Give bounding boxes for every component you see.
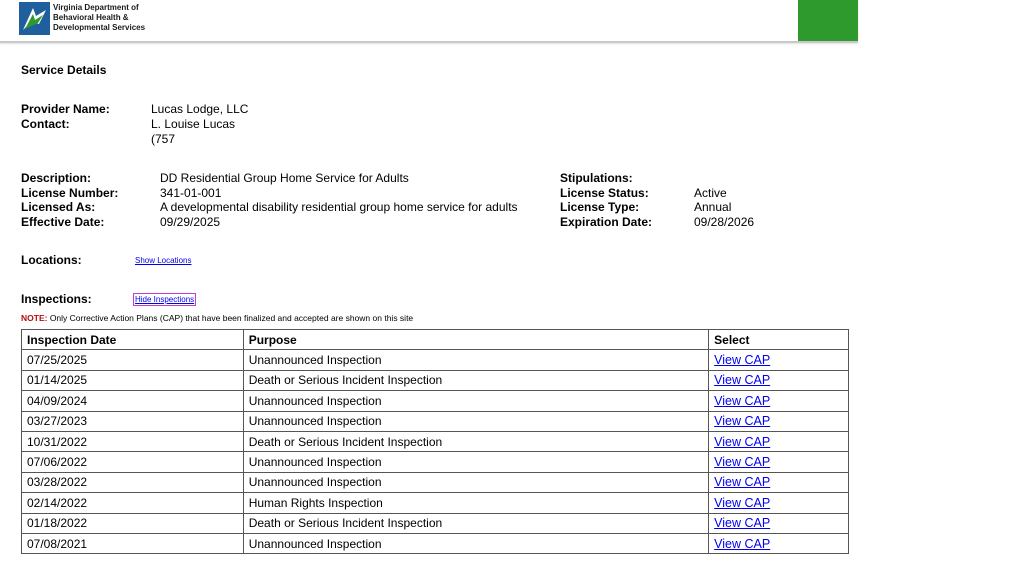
table-row	[22, 370, 849, 390]
column-header-select: Select	[709, 330, 849, 350]
inspection-date-cell: 02/14/2022	[22, 493, 244, 513]
licensed-as-label: Licensed As:	[21, 200, 96, 214]
show-locations-link[interactable]: Show Locations	[135, 256, 192, 265]
effective-date-label: Effective Date:	[21, 214, 105, 229]
license-number-value: 341-01-001	[160, 185, 222, 200]
table-row	[22, 431, 849, 451]
purpose-cell: Unannounced Inspection	[243, 533, 708, 553]
view-cap-link[interactable]: View CAP	[714, 373, 771, 388]
inspection-date-cell: 07/25/2025	[22, 350, 244, 370]
inspections-table	[21, 329, 849, 554]
note-label: NOTE:	[21, 313, 48, 323]
dbhds-logo-icon	[19, 2, 50, 35]
site-header	[0, 0, 858, 43]
provider-block	[21, 102, 421, 148]
dbhds-logo-text	[53, 3, 163, 33]
purpose-cell: Unannounced Inspection	[243, 472, 708, 492]
inspection-date-cell: 01/18/2022	[22, 513, 244, 533]
select-cell	[709, 431, 849, 451]
table-row	[22, 391, 849, 411]
select-cell	[709, 370, 849, 390]
purpose-cell: Unannounced Inspection	[243, 350, 708, 370]
column-header-purpose: Purpose	[243, 330, 708, 350]
provider-name-label: Provider Name:	[21, 102, 110, 116]
inspection-date-cell: 07/06/2022	[22, 452, 244, 472]
view-cap-link[interactable]: View CAP	[714, 434, 771, 449]
effective-date-value: 09/29/2025	[160, 214, 221, 229]
view-cap-link[interactable]: View CAP	[714, 393, 771, 408]
license-status-label: License Status:	[560, 185, 649, 200]
license-details-right	[560, 171, 820, 231]
contact-phone: (757	[151, 132, 176, 146]
view-cap-link[interactable]: View CAP	[714, 516, 771, 531]
purpose-cell: Death or Serious Incident Inspection	[243, 370, 708, 390]
license-type-label: License Type:	[560, 200, 640, 214]
table-row	[22, 513, 849, 533]
description-label: Description:	[21, 171, 92, 185]
table-row	[22, 452, 849, 472]
select-cell	[709, 391, 849, 411]
purpose-cell: Death or Serious Incident Inspection	[243, 513, 708, 533]
locations-label: Locations:	[21, 253, 82, 267]
logo-line-3: Developmental Services	[53, 23, 146, 32]
view-cap-link[interactable]: View CAP	[714, 475, 771, 490]
license-details-left	[21, 171, 551, 231]
select-cell	[709, 411, 849, 431]
purpose-cell: Human Rights Inspection	[243, 493, 708, 513]
table-row	[22, 350, 849, 370]
purpose-cell: Unannounced Inspection	[243, 391, 708, 411]
cap-note	[21, 313, 413, 323]
description-value: DD Residential Group Home Service for Adults	[160, 171, 409, 185]
provider-name-value: Lucas Lodge, LLC	[151, 102, 249, 116]
column-header-inspection-date: Inspection Date	[22, 330, 244, 350]
table-header-row	[22, 330, 849, 350]
select-cell	[709, 472, 849, 492]
select-cell	[709, 452, 849, 472]
note-text: Only Corrective Action Plans (CAP) that have been finalized and accepted are shown on this site	[47, 313, 414, 323]
license-type-value: Annual	[694, 200, 732, 214]
page-title: Service Details	[21, 63, 107, 77]
purpose-cell: Death or Serious Incident Inspection	[243, 431, 708, 451]
contact-label: Contact:	[21, 117, 70, 131]
expiration-date-label: Expiration Date:	[560, 214, 653, 229]
inspection-date-cell: 07/08/2021	[22, 533, 244, 553]
inspections-label: Inspections:	[21, 292, 92, 306]
stipulations-label: Stipulations:	[560, 171, 633, 185]
purpose-cell: Unannounced Inspection	[243, 452, 708, 472]
select-cell	[709, 513, 849, 533]
logo-line-1: Virginia Department of	[53, 3, 139, 12]
select-cell	[709, 493, 849, 513]
inspection-date-cell: 10/31/2022	[22, 431, 244, 451]
table-row	[22, 411, 849, 431]
table-row	[22, 533, 849, 553]
view-cap-link[interactable]: View CAP	[714, 414, 771, 429]
view-cap-link[interactable]: View CAP	[714, 495, 771, 510]
inspection-date-cell: 03/28/2022	[22, 472, 244, 492]
inspection-date-cell: 03/27/2023	[22, 411, 244, 431]
contact-value: L. Louise Lucas	[151, 117, 236, 131]
license-number-label: License Number:	[21, 185, 119, 200]
licensed-as-value: A developmental disability residential group home service for adults	[160, 200, 518, 214]
inspection-date-cell: 01/14/2025	[22, 370, 244, 390]
header-accent-block	[798, 0, 858, 41]
purpose-cell: Unannounced Inspection	[243, 411, 708, 431]
table-row	[22, 493, 849, 513]
hide-inspections-link[interactable]: Hide Inspections	[135, 295, 195, 304]
view-cap-link[interactable]: View CAP	[714, 353, 771, 368]
select-cell	[709, 350, 849, 370]
inspection-date-cell: 04/09/2024	[22, 391, 244, 411]
expiration-date-value: 09/28/2026	[694, 214, 755, 229]
table-row	[22, 472, 849, 492]
logo-line-2: Behavioral Health &	[53, 13, 129, 22]
view-cap-link[interactable]: View CAP	[714, 536, 771, 551]
select-cell	[709, 533, 849, 553]
view-cap-link[interactable]: View CAP	[714, 455, 771, 470]
license-status-value: Active	[694, 185, 727, 200]
